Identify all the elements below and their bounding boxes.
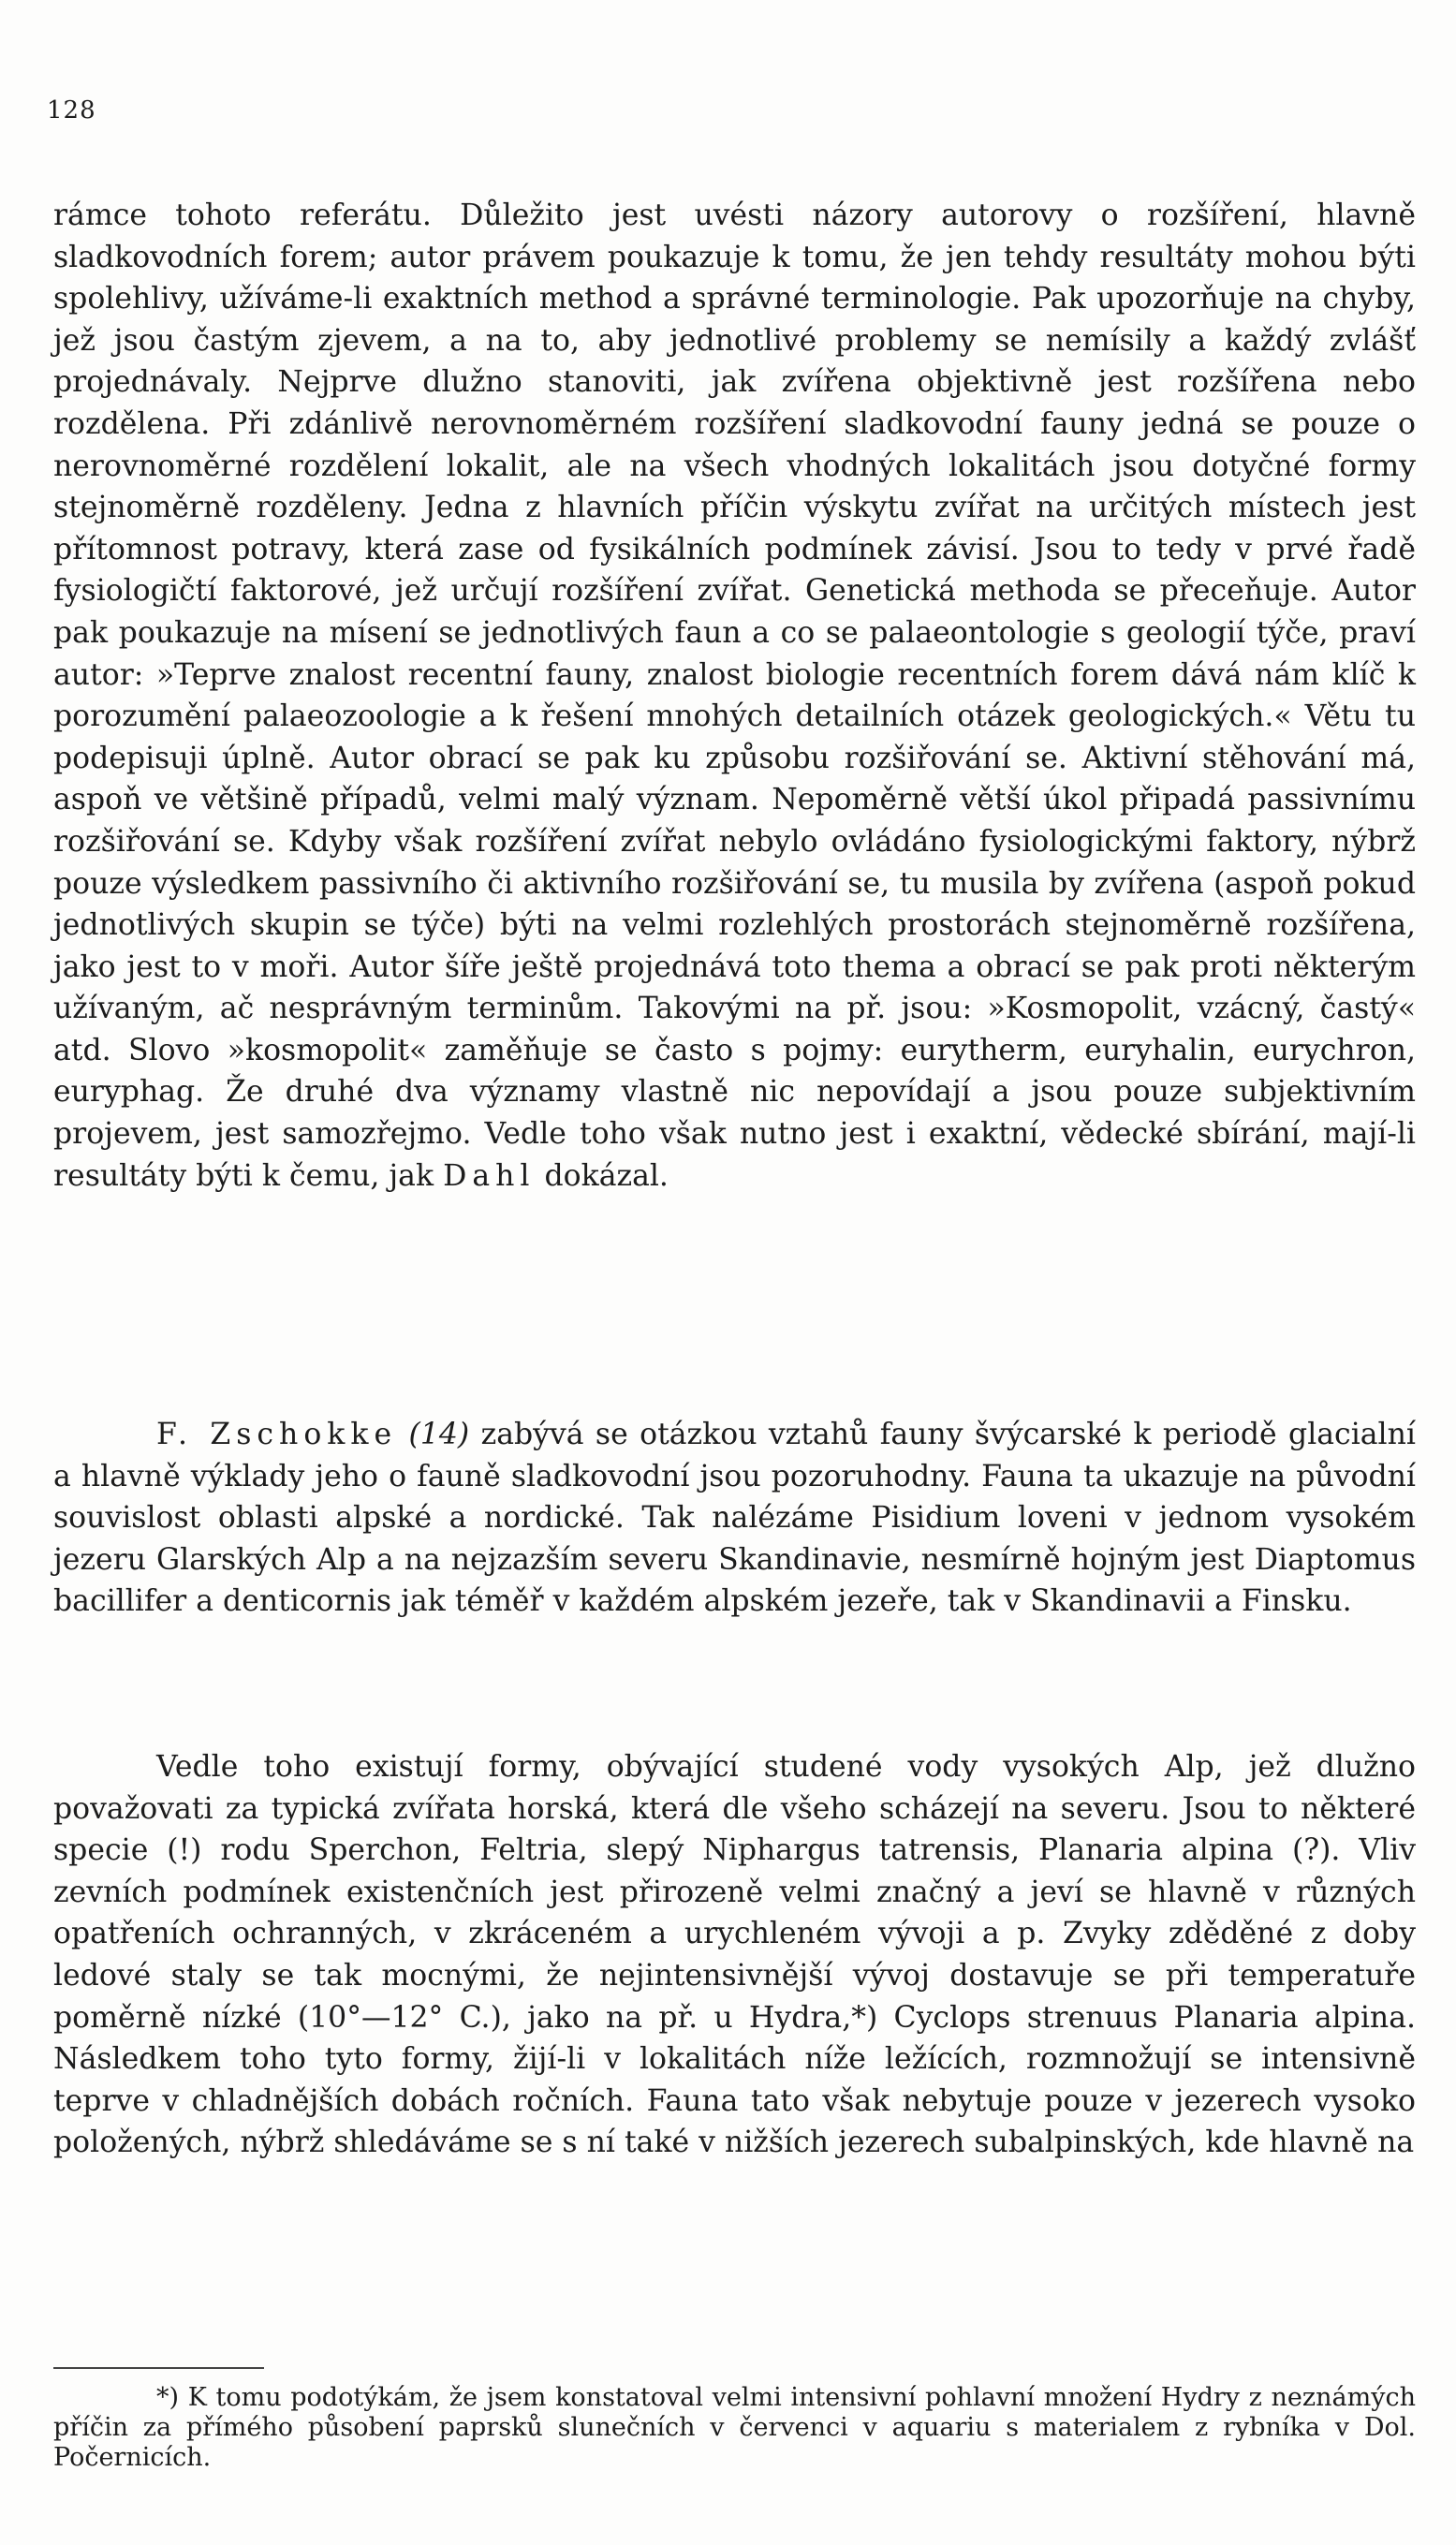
paragraph-3-text: Vedle toho existují formy, obývající studené vody vysokých Alp, jež dlužno považovati za typická zvířata horská, která dle všeho scházejí na severu. Jsou to některé specie (!) rodu Sperchon, Feltria, slepý Niphargus tatrensis, Planaria alpina (?). Vliv zevních podmínek existenčních jest přirozeně velmi značný a jeví se hlavně v různých opatřeních ochranných, v zkráceném a urychleném vývoji a p. Zvyky zděděné z doby ledové staly se tak mocnými, že nejintensivnější vývoj dostavuje se při temperatuře poměrně nízké (10°—12° C.), jako na př. u Hydra,*) Cyclops strenuus Planaria alpina. Následkem toho tyto formy, žijí-li v lokalitách níže ležících, rozmnožují se intensivně teprve v chladnějších dobách ročních. Fauna tato však nebytuje pouze v jezerech vysoko položených, nýbrž shledáváme se s ní také v nižších jezerech subalpinských, kde hlavně na (53, 1750, 1416, 2160)
paragraph-2 (53, 1414, 1416, 1623)
page-number: 128 (47, 96, 96, 125)
reference-number: (14) (408, 1418, 470, 1451)
paragraph-1 (53, 195, 1416, 1197)
author-zschokke: F. Zschokke (156, 1418, 398, 1451)
author-dahl: Dahl (443, 1158, 536, 1193)
footnote-divider (53, 2367, 264, 2369)
paragraph-1-end: dokázal. (535, 1158, 669, 1193)
paragraph-1-body: rámce tohoto referátu. Důležito jest uvésti názory autorovy o rozšíření, hlavně sladkovodních forem; autor právem poukazuje k tomu, že jen tehdy resultáty mohou býti spolehlivy, užíváme-li exaktních method a správné terminologie. Pak upozorňuje na chyby, jež jsou častým zjevem, a na to, aby jednotlivé problemy se nemísily a každý zvlášť projednávaly. Nejprve dlužno stanoviti, jak zvířena objektivně jest rozšířena nebo rozdělena. Při zdánlivě nerovnoměrném rozšíření sladkovodní fauny jedná se pouze o nerovnoměrné rozdělení lokalit, ale na všech vhodných lokalitách jsou dotyčné formy stejnoměrně rozděleny. Jedna z hlavních příčin výskytu zvířat na určitých místech jest přítomnost potravy, která zase od fysikálních podmínek závisí. Jsou to tedy v prvé řadě fysiologičtí faktorové, jež určují rozšíření zvířat. Genetická methoda se přeceňuje. Autor pak poukazuje na mísení se jednotlivých faun a co se palaeontologie s geologií týče, praví autor: »Teprve znalost recentní fauny, znalost biologie recentních forem dává nám klíč k porozumění palaeozoologie a k řešení mnohých detailních otázek geologických.« Větu tu podepisuji úplně. Autor obrací se pak ku způsobu rozšiřování se. Aktivní stěhování má, aspoň ve většině případů, velmi malý význam. Nepoměrně větší úkol připadá passivnímu rozšiřování se. Kdyby však rozšíření zvířat nebylo ovládáno fysiologickými faktory, nýbrž pouze výsledkem passivního či aktivního rozšiřování se, tu musila by zvířena (aspoň pokud jednotlivých skupin se týče) býti na velmi rozlehlých prostorách stejnoměrně rozšířena, jako jest to v moři. Autor šíře ještě projednává toto thema a obrací se pak proti některým užívaným, ač nesprávným terminům. Takovými na př. jsou: »Kosmopolit, vzácný, častý« atd. Slovo »kosmopolit« zaměňuje se často s pojmy: eurytherm, euryhalin, eurychron, euryphag. Že druhé dva významy vlastně nic nepovídají a jsou pouze subjektivním projevem, jest samozřejmo. Vedle toho však nutno jest i exaktní, vědecké sbírání, mají-li resultáty býti k čemu, jak (53, 199, 1416, 1193)
paragraph-1-text (53, 195, 1416, 1197)
paragraph-2-body: zabývá se otázkou vztahů fauny švýcarské k periodě glacialní a hlavně výklady jeho o fauně sladkovodní jsou pozoruhodny. Fauna ta ukazuje na původní souvislost oblasti alpské a nordické. Tak nalézáme Pisidium loveni v jednom vysokém jezeru Glarských Alp a na nejzazším severu Skandinavie, nesmírně hojným jest Diaptomus bacillifer a denticornis jak téměř v každém alpském jezeře, tak v Skandinavii a Finsku. (53, 1418, 1416, 1619)
footnote (53, 2383, 1416, 2473)
paragraph-2-text (53, 1414, 1416, 1623)
paragraph-3 (53, 1746, 1416, 2164)
footnote-text: *) K tomu podotýkám, že jsem konstatoval velmi intensivní pohlavní množení Hydry z neznámých příčin za přímého působení paprsků slunečních v červenci v aquariu s materialem z rybníka v Dol. Počernicích. (53, 2383, 1416, 2472)
